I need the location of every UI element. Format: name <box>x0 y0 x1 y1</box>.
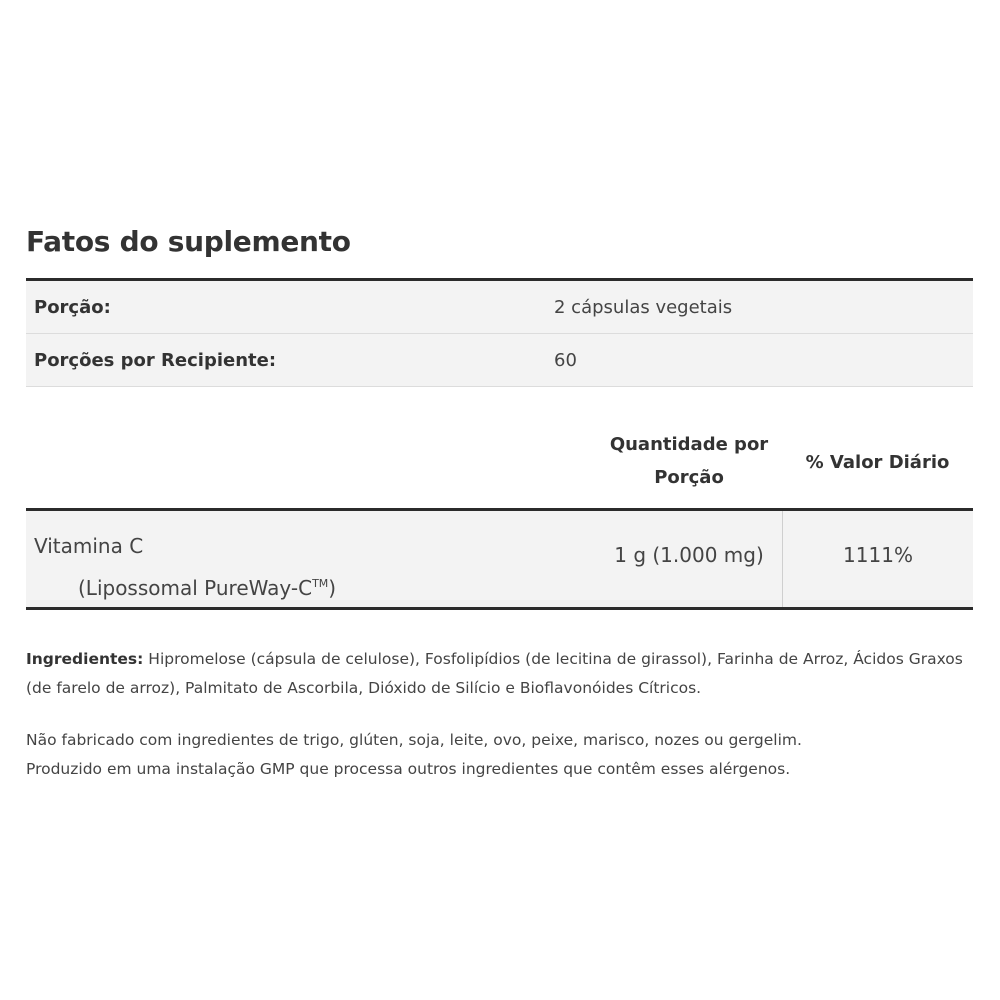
nutrient-daily-value: 1111% <box>782 511 973 607</box>
ingredients-paragraph <box>26 645 981 703</box>
allergen-line-2: Produzido em uma instalação GMP que processa outros ingredientes que contêm esses alérgenos. <box>26 760 791 778</box>
nutrient-name: Vitamina C <box>34 534 144 558</box>
nutrient-source-close: ) <box>328 576 337 600</box>
header-amount-line1: Quantidade por <box>609 434 769 455</box>
page-title: Fatos do suplemento <box>26 225 351 258</box>
nutrient-source <box>26 565 596 607</box>
allergen-statement <box>26 726 981 784</box>
serving-size-value: 2 cápsulas vegetais <box>554 296 733 318</box>
allergen-line-1: Não fabricado com ingredientes de trigo, glúten, soja, leite, ovo, peixe, marisco, nozes ou gergelim. <box>26 731 802 749</box>
serving-size-row <box>26 281 973 333</box>
nutrient-table-header <box>26 425 973 507</box>
serving-size-label: Porção: <box>34 296 111 318</box>
nutrient-amount: 1 g (1.000 mg) <box>614 543 764 567</box>
ingredients-label: Ingredientes: <box>26 650 144 668</box>
nutrient-source-text: (Lipossomal PureWay-C <box>78 576 313 600</box>
trademark-mark: TM <box>312 577 329 590</box>
header-amount-line2: Porção <box>654 467 724 488</box>
header-daily-value: % Valor Diário <box>805 452 950 473</box>
header-name-column <box>26 425 596 507</box>
servings-per-container-label: Porções por Recipiente: <box>34 349 277 371</box>
servings-per-container-row <box>26 333 973 386</box>
nutrient-name-cell <box>26 511 596 607</box>
ingredients-text: Hipromelose (cápsula de celulose), Fosfolipídios (de lecitina de girassol), Farinha de Arroz, Ácidos Graxos (de farelo de arroz), Palmitato de Ascorbila, Dióxido de Silício e Bioflavonóides Cítricos. <box>26 650 963 697</box>
header-amount-per-serving <box>596 425 782 507</box>
serving-info-table <box>26 278 973 387</box>
servings-per-container-value: 60 <box>554 349 577 371</box>
nutrient-row <box>26 508 973 610</box>
